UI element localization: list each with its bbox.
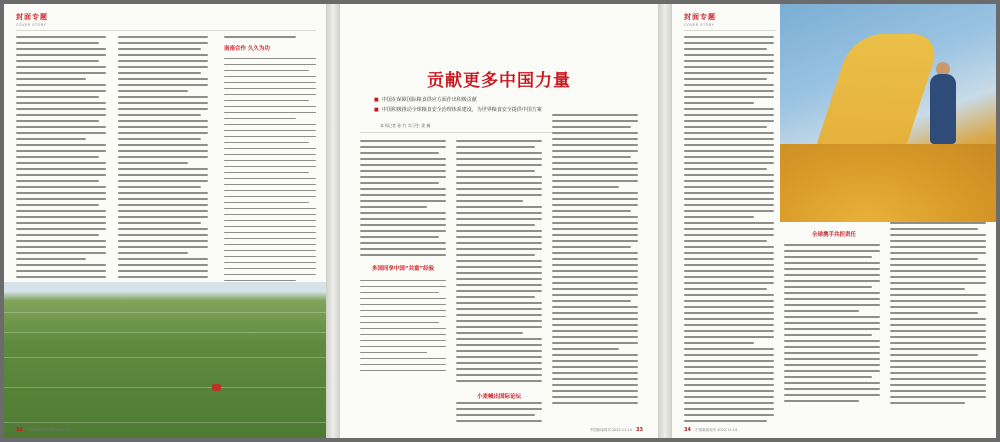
middle-page: [340, 4, 658, 438]
footer-right: [684, 427, 737, 433]
body-column-3: [890, 222, 986, 408]
body-column-2: [784, 244, 880, 406]
body-column-2: [456, 140, 542, 386]
headline: 贡献更多中国力量: [427, 71, 571, 91]
footer-left: [16, 427, 69, 433]
subhead-right: 全球携手共担责任: [811, 232, 856, 238]
header-rule: [684, 30, 776, 31]
footer-text: 中国新闻周刊 2022.11.14: [695, 428, 738, 432]
body-column-2: [118, 36, 208, 288]
page-number: 34: [684, 427, 691, 433]
column-tag-en: COVER STORY: [16, 23, 47, 27]
bullet-item: ■ 中国在保障国际粮食供应方面作出积极贡献: [374, 97, 477, 103]
page-number: 32: [16, 427, 23, 433]
subhead-left: 南南合作 久久为功: [224, 45, 270, 52]
tractor-icon: [212, 384, 221, 391]
byline: 本刊记者 孙 红 实习生 姜 楠: [380, 123, 431, 128]
page-number: 33: [636, 427, 643, 433]
summary-bullets: [374, 96, 624, 116]
harvest-photo: [780, 4, 996, 222]
column-tag-cn: 封面专题: [684, 13, 716, 21]
header-rule: [16, 30, 316, 31]
subhead-middle-bottom: 小麦喊出国际论坛: [476, 394, 521, 400]
gutter: [326, 4, 340, 438]
column-tag: [16, 12, 48, 27]
footer-text: 中国新闻周刊 2022.11.14: [589, 428, 632, 432]
left-page: [4, 4, 326, 438]
gutter: [658, 4, 672, 438]
right-page: [672, 4, 996, 438]
column-tag: [684, 12, 716, 27]
subhead-middle: 多国同享中国“共富”经验: [371, 265, 435, 272]
body-column-1: [16, 36, 106, 288]
bullet-item: ■ 中国积极推动全球粮食安全治理体系建设，为世界粮食安全提供中国方案: [374, 107, 542, 113]
body-column-1: [684, 36, 774, 426]
body-column-3: [552, 114, 638, 408]
body-column-3: [224, 36, 316, 286]
footer-text: 中国新闻周刊 2022.11.14: [27, 428, 70, 432]
body-column-1: [360, 140, 446, 376]
footer-middle: [590, 427, 646, 433]
farm-field-photo: [4, 282, 326, 438]
column-tag-cn: 封面专题: [16, 13, 48, 21]
farmer-figure: [930, 74, 956, 144]
column-tag-en: COVER STORY: [684, 23, 715, 27]
body-column-2-tail: [456, 402, 542, 426]
